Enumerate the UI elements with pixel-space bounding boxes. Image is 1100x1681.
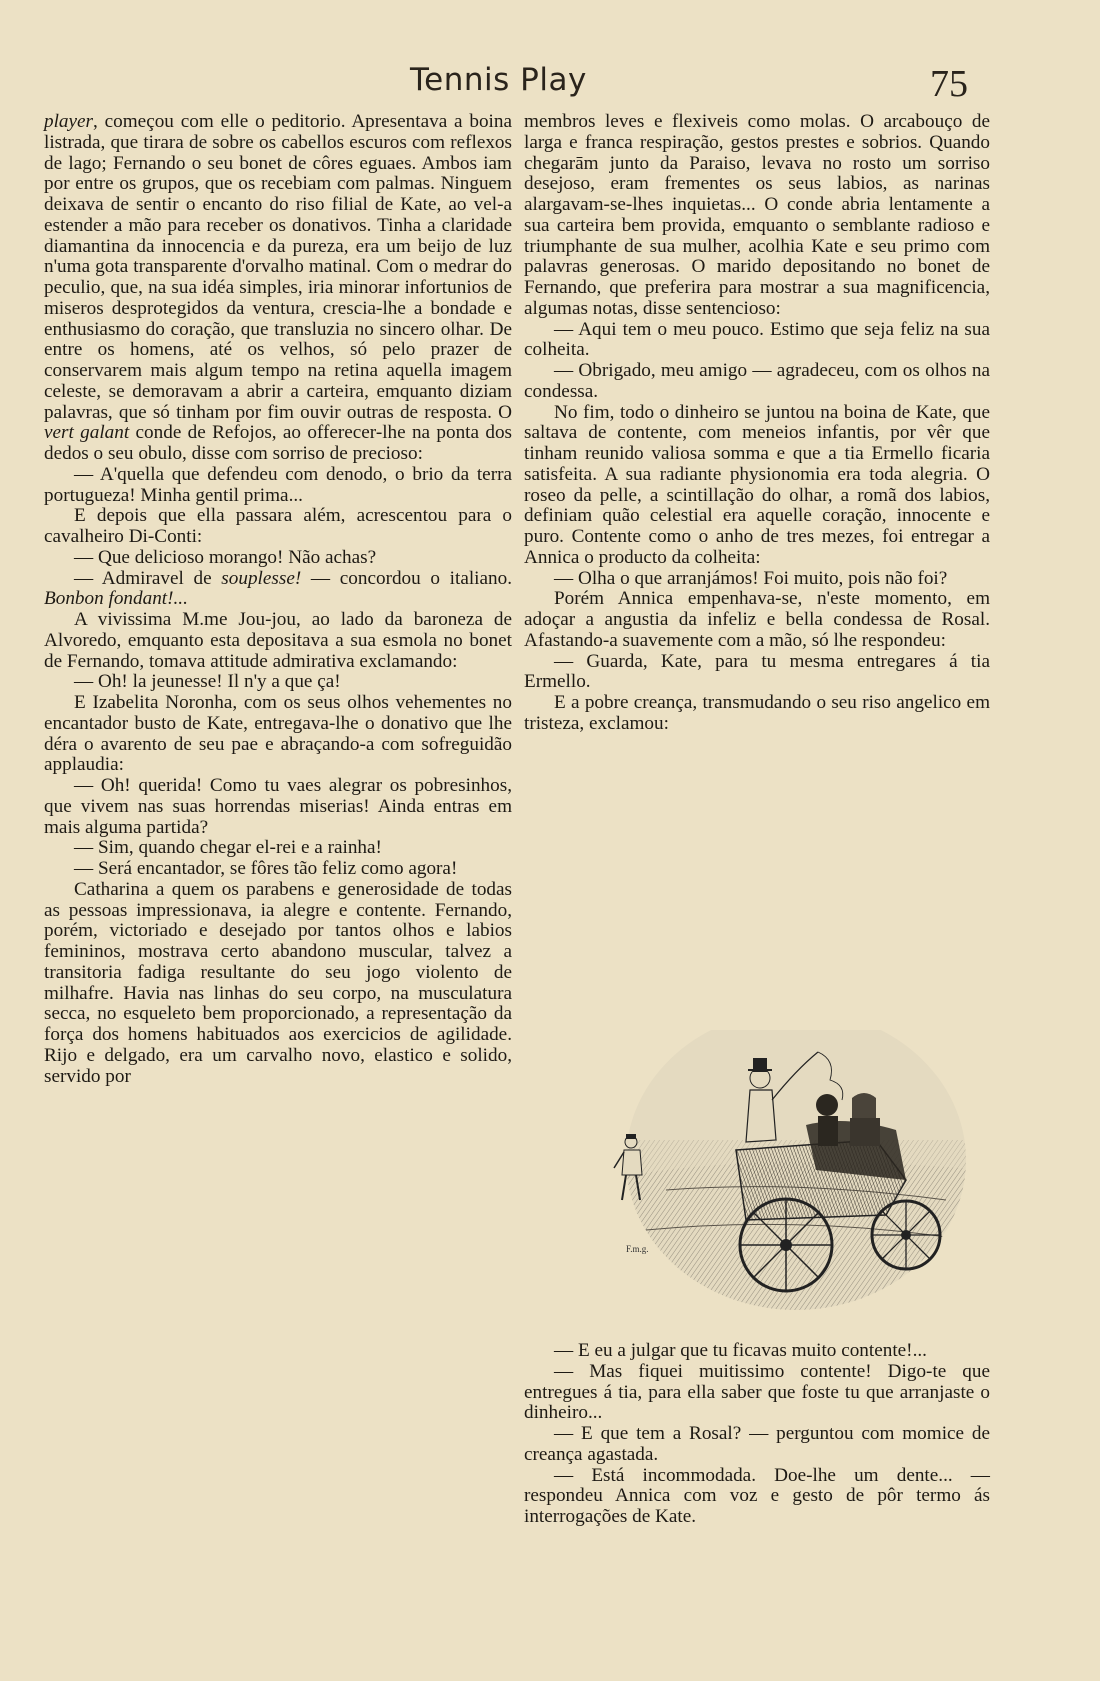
text-run: conde de Refojos, ao offerecer-lhe na ponta dos dedos o seu obulo, disse com sorriso de precioso:: [44, 422, 513, 464]
paragraph: [524, 403, 990, 569]
text-run: — Oh! querida! Como tu vaes alegrar os pobresinhos, que vivem nas suas horrendas miserias! Ainda entras em mais alguma partida?: [44, 775, 512, 838]
paragraph: [524, 652, 990, 694]
text-run: E Izabelita Noronha, com os seus olhos vehementes no encantador busto de Kate, entregava-lhe o donativo que lhe déra o avarento de seu pae e abraçando-a com sofreguidão applaudia:: [44, 692, 512, 776]
text-run: — E eu a julgar que tu ficavas muito contente!...: [554, 1340, 927, 1361]
paragraph: [44, 548, 512, 569]
paragraph: [44, 569, 512, 611]
text-run: — A'quella que defendeu com denodo, o brio da terra portugueza! Minha gentil prima...: [44, 463, 512, 506]
paragraph: [524, 569, 990, 590]
italic-text: vert galant: [44, 422, 130, 444]
text-run: Catharina a quem os parabens e generosidade de todas as pessoas impressionava, ia alegre e contente. Fernando, porém, victoriado e desejado por tantos olhos e labios femininos, mostrava certo abandono muscular, talvez a transitoria fadiga resultante do seu jogo violento de milhafre. Havia nas linhas do seu corpo, na musculatura secca, no esqueleto bem proporcionado, a representação da força dos homens habituados aos exercicios de agilidade. Rijo e delgado, era um carvalho novo, elastico e solido, servido por: [44, 878, 512, 1087]
running-head: [0, 62, 1100, 106]
right-column-top: [524, 112, 990, 735]
italic-text: player: [44, 111, 94, 132]
paragraph: [524, 1424, 990, 1466]
text-run: E a pobre creança, transmudando o seu riso angelico em tristeza, exclamou:: [524, 692, 990, 734]
text-run: — Mas fiquei muitissimo contente! Digo-te que entregues á tia, para ella saber que foste tu que arranjaste o dinheiro...: [524, 1360, 990, 1424]
paragraph: [44, 465, 512, 507]
running-title: Tennis Play: [410, 62, 587, 98]
paragraph: [524, 361, 990, 403]
carriage-engraving: [546, 1030, 986, 1330]
text-run: membros leves e flexiveis como molas. O arcabouço de larga e franca respiração, gestos prestes e sobrios. Quando chegarām junto da Paraiso, levava no rosto um sorriso desejoso, eram frementes os seus labios, as narinas alargavam-se-lhes inquietas... O conde abria lentamente a sua carteira bem provida, emquanto o semblante radioso e triumphante de sua mulher, acolhia Kate e seu primo com palavras generosas. O marido depositando no bonet de Fernando, que preferira para mostrar a sua magnificencia, algumas notas, disse sentencioso:: [524, 111, 990, 319]
text-run: — Oh! la jeunesse! Il n'y a que ça!: [74, 671, 341, 693]
text-run: A vivissima M.me Jou-jou, ao lado da baroneza de Alvoredo, emquanto esta depositava a sua esmola no bonet de Fernando, tomava attitude admirativa exclamando:: [44, 609, 512, 672]
paragraph: [44, 880, 512, 1088]
paragraph: [44, 859, 512, 880]
paragraph: [524, 1341, 990, 1362]
text-run: — Guarda, Kate, para tu mesma entregares á tia Ermello.: [524, 650, 990, 693]
paragraph: [524, 589, 990, 651]
paragraph: [44, 776, 512, 838]
text-run: No fim, todo o dinheiro se juntou na boina de Kate, que saltava de contente, com meneios infantis, por vêr que tinham reunido valiosa somma e que a tia Ermello ficaria satisfeita. A sua radiante physionomia era toda alegria. O roseo da pelle, a scintillação do olhar, a romã dos labios, definiam quão celestial era aquelle coração, innocente e puro. Contente como o anho de tres mezes, foi entregar a Annica o producto da colheita:: [524, 401, 990, 568]
text-run: — Sim, quando chegar el-rei e a rainha!: [74, 837, 382, 859]
text-run: Porém Annica empenhava-se, n'este momento, em adoçar a angustia da infeliz e bella condessa de Rosal. Afastando-a suavemente com a mão, só lhe respondeu:: [524, 588, 990, 651]
text-run: E depois que ella passara além, acrescentou para o cavalheiro Di-Conti:: [44, 505, 512, 547]
paragraph: [44, 838, 512, 859]
text-run: — Admiravel de: [74, 567, 222, 589]
paragraph: [44, 610, 512, 672]
text-run: — Aqui tem o meu pouco. Estimo que seja feliz na sua colheita.: [524, 318, 990, 361]
text-run: — E que tem a Rosal? — perguntou com momice de creança agastada.: [524, 1423, 990, 1465]
text-run: , começou com elle o peditorio. Apresentava a boina listrada, que tirara de sobre os cabellos escuros com reflexos de lago; Fernando o seu bonet de côres eguaes. Ambos iam por entre os grupos, que os recebiam com palmas. Ninguem deixava de sentir o encanto do riso filial de Kate, ao vel-a estender a mão para receber os donativos. Tinha a claridade diamantina da innocencia e da pureza, era um beijo de luz n'uma gota transparente d'orvalho matinal. Com o medrar do peculio, que, na sua idéa simples, iria minorar infortunios de miseros desprotegidos da ventura, crescia-lhe a bondade e enthusiasmo do coração, que transluzia no sincero olhar. De entre os homens, até os velhos, só pelo prazer de conservarem mais algum tempo na retina aquella imagem celeste, se demoravam a abrir a carteira, emquanto diziam palavras, que só tinham por fim ouvir outras de resposta. O: [44, 111, 512, 423]
italic-text: souplesse!: [221, 567, 302, 589]
carriage-illustration: [546, 1030, 986, 1330]
paragraph: [44, 112, 512, 465]
text-run: — Está incommodada. Doe-lhe um dente... — respondeu Annica com voz e gesto de pôr termo ás interrogações de Kate.: [524, 1464, 990, 1527]
text-run: — Será encantador, se fôres tão feliz como agora!: [74, 858, 458, 879]
left-column: [44, 112, 512, 1087]
right-column-bottom: [524, 1341, 990, 1528]
text-run: — concordou o italiano.: [301, 567, 513, 589]
page-number: 75: [930, 63, 968, 105]
paragraph: [524, 320, 990, 362]
engraver-signature: F.m.g.: [626, 1244, 649, 1254]
text-run: — Que delicioso morango! Não achas?: [74, 546, 377, 568]
italic-text: Bonbon fondant!...: [44, 588, 188, 610]
paragraph: [524, 1362, 990, 1424]
paragraph: [524, 693, 990, 735]
paragraph: [524, 112, 990, 320]
paragraph: [44, 672, 512, 693]
paragraph: [44, 693, 512, 776]
text-run: — Obrigado, meu amigo — agradeceu, com os olhos na condessa.: [524, 360, 990, 402]
paragraph: [44, 506, 512, 548]
text-run: — Olha o que arranjámos! Foi muito, pois não foi?: [554, 567, 948, 589]
paragraph: [524, 1466, 990, 1528]
